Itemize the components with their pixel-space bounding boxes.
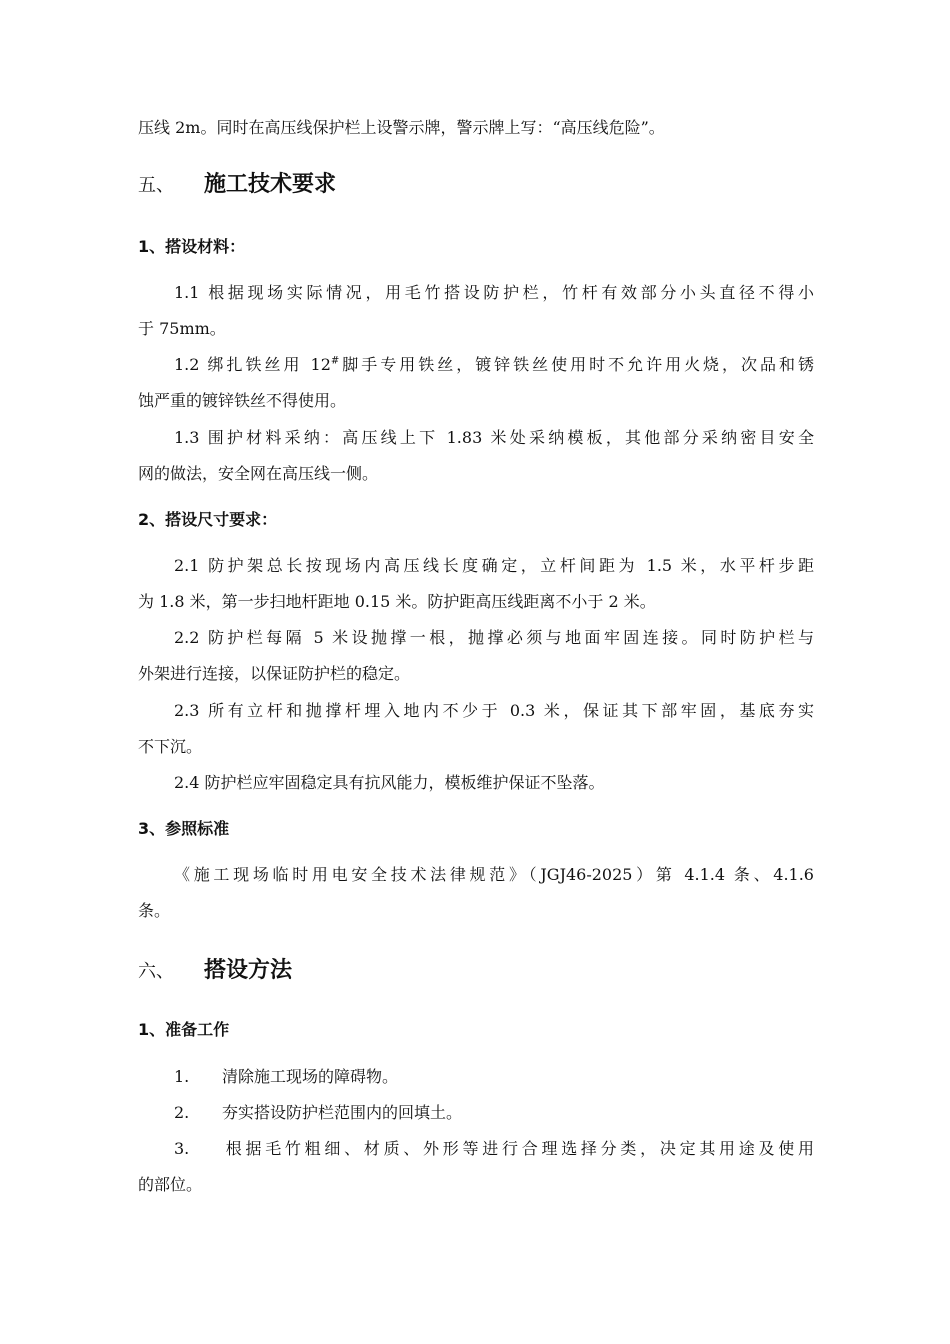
paragraph-line	[174, 355, 814, 375]
subsection-heading: 2、搭设尺寸要求：	[138, 510, 278, 529]
superscript: #	[330, 355, 340, 367]
subsection-heading: 3、参照标准	[138, 819, 230, 838]
paragraph-line: 蚀严重的镀锌铁丝不得使用。	[138, 391, 347, 410]
paragraph-line: 条。	[138, 901, 171, 920]
list-item-text: 夯实搭设防护栏范围内的回填土。	[222, 1103, 463, 1122]
subsection-heading: 1、搭设材料：	[138, 237, 246, 256]
paragraph-line: 2.4 防护栏应牢固稳定具有抗风能力，模板维护保证不坠落。	[174, 773, 605, 792]
paragraph-line: 《施工现场临时用电安全技术法律规范》（JGJ46-2025）第 4.1.4 条、4.1.6	[174, 865, 814, 884]
list-item-text: 清除施工现场的障碍物。	[222, 1067, 399, 1086]
text-run: 脚手专用铁丝，镀锌铁丝使用时不允许用火烧，次品和锈	[339, 355, 814, 374]
paragraph-line: 不下沉。	[138, 737, 203, 756]
text-run: 1.2 绑扎铁丝用 12	[174, 355, 331, 374]
list-item-number: 1.	[174, 1067, 190, 1086]
paragraph-line: 2.1 防护架总长按现场内高压线长度确定，立杆间距为 1.5 米，水平杆步距	[174, 556, 814, 575]
section-heading-6	[138, 957, 292, 986]
paragraph-line: 为 1.8 米，第一步扫地杆距地 0.15 米。防护距高压线距离不小于 2 米。	[138, 592, 656, 611]
section-number: 六、	[138, 961, 174, 982]
section-number: 五、	[138, 175, 174, 196]
paragraph-line: 2.3 所有立杆和抛撑杆埋入地内不少于 0.3 米，保证其下部牢固，基底夯实	[174, 701, 814, 720]
list-item	[174, 1139, 814, 1159]
list-item	[174, 1103, 462, 1123]
section-heading-5	[138, 171, 336, 200]
paragraph-line: 于 75mm。	[138, 319, 226, 338]
paragraph-line: 1.3 围护材料采纳：高压线上下 1.83 米处采纳模板，其他部分采纳密目安全	[174, 428, 814, 447]
paragraph-line: 网的做法，安全网在高压线一侧。	[138, 464, 379, 483]
list-item-text: 根据毛竹粗细、材质、外形等进行合理选择分类，决定其用途及使用	[222, 1139, 814, 1158]
paragraph-line: 1.1 根据现场实际情况，用毛竹搭设防护栏，竹杆有效部分小头直径不得小	[174, 283, 814, 302]
paragraph-line: 外架进行连接，以保证防护栏的稳定。	[138, 664, 411, 683]
paragraph-line: 2.2 防护栏每隔 5 米设抛撑一根，抛撑必须与地面牢固连接。同时防护栏与	[174, 628, 814, 647]
paragraph-line: 的部位。	[138, 1175, 203, 1194]
list-item-number: 2.	[174, 1103, 190, 1122]
list-item	[174, 1067, 398, 1087]
subsection-heading: 1、准备工作	[138, 1020, 230, 1039]
paragraph-line: 压线 2m。同时在高压线保护栏上设警示牌，警示牌上写：“高压线危险”。	[138, 118, 665, 137]
list-item-number: 3.	[174, 1139, 190, 1158]
section-title: 搭设方法	[204, 958, 293, 983]
section-title: 施工技术要求	[204, 172, 337, 197]
